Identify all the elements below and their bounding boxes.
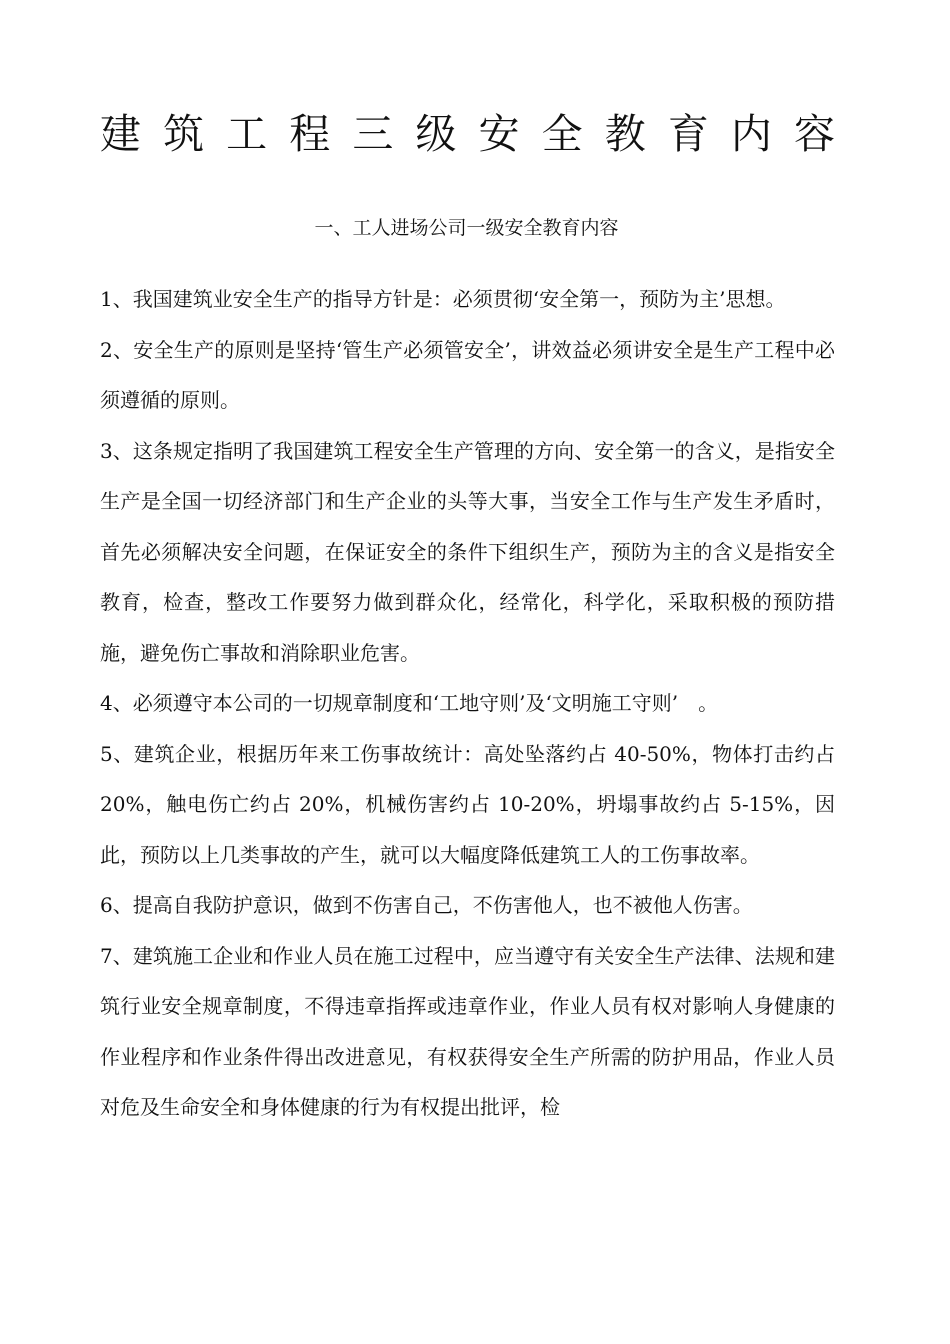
document-title: 建筑工程三级安全教育内容: [100, 110, 835, 158]
document-body: [100, 274, 835, 1133]
section-heading: 一、工人进场公司一级安全教育内容: [314, 217, 619, 239]
paragraph-1: 1、我国建筑业安全生产的指导方针是：必须贯彻‘安全第一，预防为主’思想。: [100, 287, 786, 311]
paragraph-4: 4、必须遵守本公司的一切规章制度和‘工地守则’及‘文明施工守则’ 。: [100, 691, 719, 715]
paragraph-2: 2、安全生产的原则是坚持‘管生产必须管安全’，讲效益必须讲安全是生产工程中必须遵循的原则。: [100, 337, 835, 412]
paragraph-3: 3、这条规定指明了我国建筑工程安全生产管理的方向、安全第一的含义，是指安全生产是全国一切经济部门和生产企业的头等大事，当安全工作与生产发生矛盾时，首先必须解决安全问题，在保证安全的条件下组织生产，预防为主的含义是指安全教育，检查，整改工作要努力做到群众化，经常化，科学化，采取积极的预防措施，避免伤亡事故和消除职业危害。: [100, 438, 835, 665]
paragraph-7: 7、建筑施工企业和作业人员在施工过程中，应当遵守有关安全生产法律、法规和建筑行业安全规章制度，不得违章指挥或违章作业，作业人员有权对影响人身健康的作业程序和作业条件得出改进意见，有权获得安全生产所需的防护用品，作业人员对危及生命安全和身体健康的行为有权提出批评，检: [100, 943, 835, 1119]
paragraph-5: 5、建筑企业，根据历年来工伤事故统计：高处坠落约占 40-50%，物体打击约占 20%，触电伤亡约占 20%，机械伤害约占 10-20%，坍塌事故约占 5-15%，因此，预防以上几类事故的产生，就可以大幅度降低建筑工人的工伤事故率。: [100, 741, 835, 867]
paragraph-6: 6、提高自我防护意识，做到不伤害自己，不伤害他人，也不被他人伤害。: [100, 893, 753, 917]
